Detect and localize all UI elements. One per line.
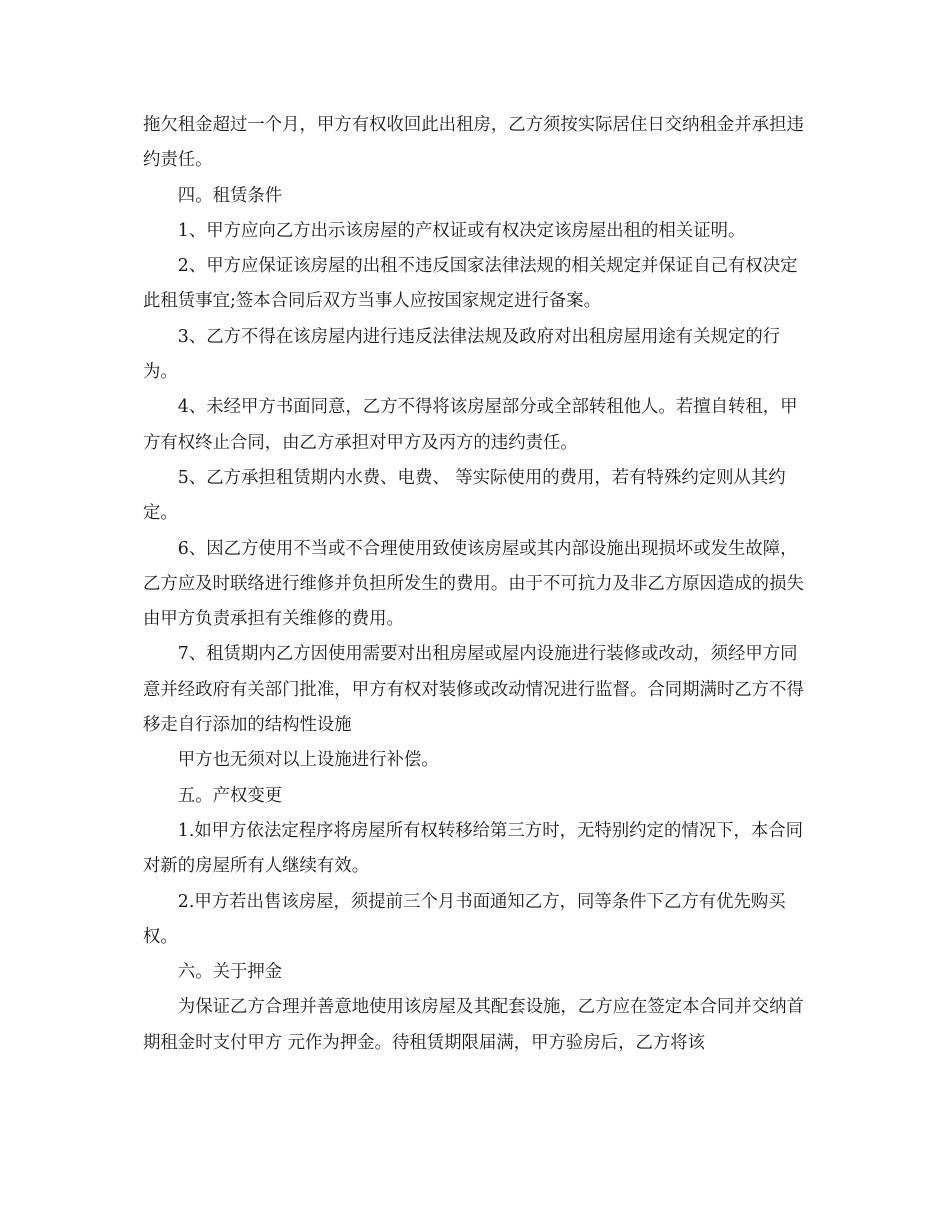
clause-4-3: 3、乙方不得在该房屋内进行违反法律法规及政府对出租房屋用途有关规定的行为。: [143, 326, 781, 383]
clause-4-5: 5、乙方承担租赁期内水费、电费、 等实际使用的费用，若有特殊约定则从其约定。: [143, 467, 786, 524]
clause-4-4: 4、未经甲方书面同意，乙方不得将该房屋部分或全部转租他人。若擅自转租，甲方有权终止合同，由乙方承担对甲方及丙方的违约责任。: [143, 397, 798, 453]
clause-4-7-continued: 甲方也无须对以上设施进行补偿。: [177, 750, 439, 771]
section-heading-property-change: 五。产权变更: [177, 785, 283, 806]
clause-4-6: 6、因乙方使用不当或不合理使用致使该房屋或其内部设施出现损坏或发生故障，乙方应及时联络进行维修并负担所发生的费用。由于不可抗力及非乙方原因造成的损失由甲方负责承担有关维修的费用。: [143, 538, 804, 630]
document-body: [143, 108, 809, 1061]
clause-4-1: 1、甲方应向乙方出示该房屋的产权证或有权决定该房屋出租的相关证明。: [177, 220, 746, 241]
clause-4-7: 7、租赁期内乙方因使用需要对出租房屋或屋内设施进行装修或改动，须经甲方同意并经政府有关部门批准，甲方有权对装修或改动情况进行监督。合同期满时乙方不得移走自行添加的结构性设施: [143, 644, 804, 736]
section-heading-lease-conditions: 四。租赁条件: [177, 185, 283, 206]
clause-5-1: 1.如甲方依法定程序将房屋所有权转移给第三方时，无特别约定的情况下，本合同对新的房屋所有人继续有效。: [143, 820, 804, 877]
section-heading-deposit: 六。关于押金: [177, 962, 283, 983]
clause-5-2: 2.甲方若出售该房屋，须提前三个月书面通知乙方，同等条件下乙方有优先购买权。: [143, 891, 786, 947]
clause-4-2: 2、甲方应保证该房屋的出租不违反国家法律法规的相关规定并保证自己有权决定此租赁事宜;签本合同后双方当事人应按国家规定进行备案。: [143, 256, 798, 312]
paragraph-rent-arrears-continued: 拖欠租金超过一个月，甲方有权收回此出租房，乙方须按实际居住日交纳租金并承担违约责任。: [143, 115, 804, 171]
clause-6-deposit: 为保证乙方合理并善意地使用该房屋及其配套设施，乙方应在签定本合同并交纳首期租金时支付甲方 元作为押金。待租赁期限届满，甲方验房后，乙方将该: [143, 997, 804, 1053]
